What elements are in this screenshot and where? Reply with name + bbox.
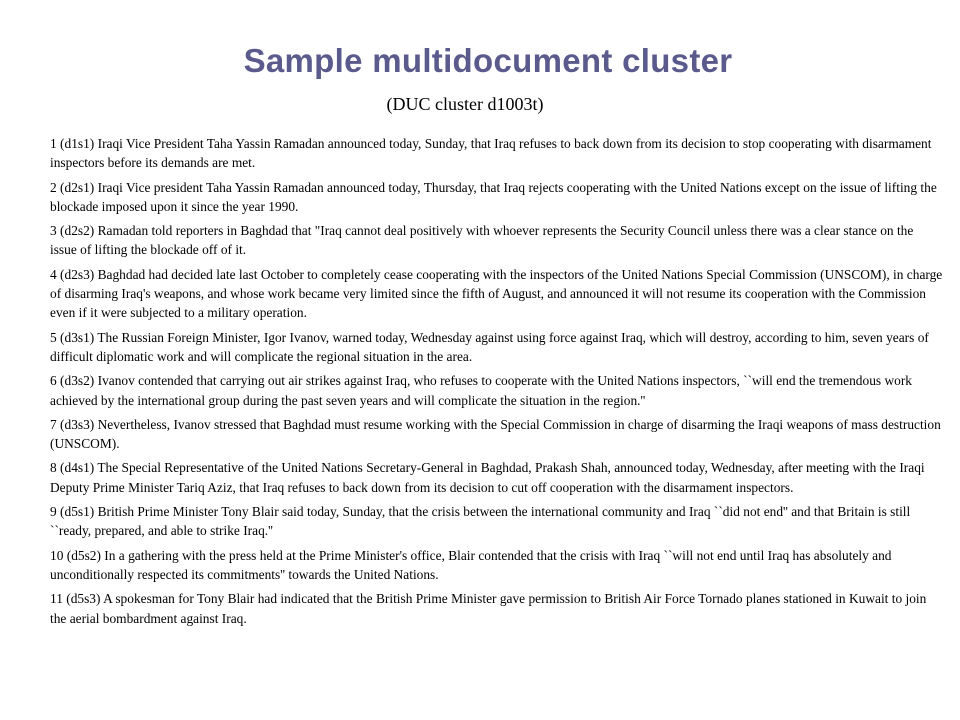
sentence-item: 11 (d5s3) A spokesman for Tony Blair had indicated that the British Prime Minister gave permission to British Air Force Tornado planes stationed in Kuwait to join the aerial bombardment against Iraq. bbox=[50, 591, 927, 626]
page-subtitle: (DUC cluster d1003t) bbox=[386, 94, 544, 114]
sentence-item: 8 (d4s1) The Special Representative of the United Nations Secretary-General in Baghdad, Prakash Shah, announced today, Wednesday, after meeting with the Iraqi Deputy Prime Minister Tariq Aziz, that Iraq refuses to back down from its decision to cut off cooperation with the disarmament inspectors. bbox=[50, 460, 925, 495]
sentence-item: 10 (d5s2) In a gathering with the press held at the Prime Minister's office, Blair contended that the crisis with Iraq ``will not end until Iraq has absolutely and unconditionally respected its commitments'' towards the United Nations. bbox=[50, 547, 892, 582]
sentence-item: 7 (d3s3) Nevertheless, Ivanov stressed that Baghdad must resume working with the Special Commission in charge of disarming the Iraqi weapons of mass destruction (UNSCOM). bbox=[50, 416, 941, 452]
sentence-item: 6 (d3s2) Ivanov contended that carrying out air strikes against Iraq, who refuses to cooperate with the United Nations inspectors, ``will end the tremendous work achieved by the international group during the past seven years and will complicate the situation in the region.'' bbox=[50, 373, 912, 408]
sentence-list bbox=[50, 134, 943, 633]
sentence-item: 2 (d2s1) Iraqi Vice president Taha Yassin Ramadan announced today, Thursday, that Iraq rejects cooperating with the United Nations except on the issue of lifting the blockade imposed upon it since the year 1990. bbox=[50, 179, 937, 214]
page-title: Sample multidocument cluster bbox=[243, 42, 733, 79]
sentence-item: 4 (d2s3) Baghdad had decided late last October to completely cease cooperating with the inspectors of the United Nations Special Commission (UNSCOM), in charge of disarming Iraq's weapons, and whose work became very limited since the fifth of August, and announced it will not resume its cooperation with the Commission even if it were subjected to a military operation. bbox=[50, 266, 943, 321]
sentence-item: 5 (d3s1) The Russian Foreign Minister, Igor Ivanov, warned today, Wednesday against using force against Iraq, which will destroy, according to him, seven years of difficult diplomatic work and will complicate the regional situation in the area. bbox=[50, 329, 929, 364]
sentence-item: 9 (d5s1) British Prime Minister Tony Blair said today, Sunday, that the crisis between the international community and Iraq ``did not end'' and that Britain is still ``ready, prepared, and able to strike Iraq.'' bbox=[50, 504, 911, 539]
sentence-item: 3 (d2s2) Ramadan told reporters in Baghdad that "Iraq cannot deal positively with whoever represents the Security Council unless there was a clear stance on the issue of lifting the blockade off of it. bbox=[50, 223, 914, 258]
sentence-item: 1 (d1s1) Iraqi Vice President Taha Yassin Ramadan announced today, Sunday, that Iraq refuses to back down from its decision to stop cooperating with disarmament inspectors before its demands are met. bbox=[50, 136, 932, 171]
